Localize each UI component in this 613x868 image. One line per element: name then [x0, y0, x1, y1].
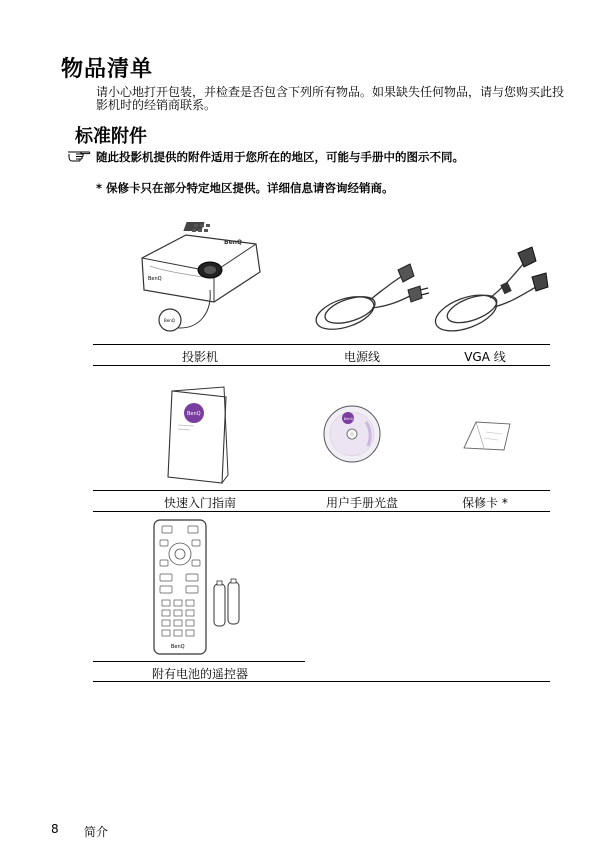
row-rule [93, 490, 550, 491]
item-label-vga-cable: VGA 线 [464, 350, 506, 364]
page-number: 8 [51, 822, 59, 836]
vga-cable-icon [428, 243, 553, 338]
item-label-quick-start-guide: 快速入门指南 [163, 496, 236, 510]
svg-text:BenQ: BenQ [224, 239, 243, 246]
warranty-card-icon [462, 418, 512, 452]
item-label-power-cord: 电源线 [343, 350, 380, 364]
power-cord-icon [310, 258, 435, 338]
item-label-projector: 投影机 [181, 350, 218, 364]
svg-text:BenQ: BenQ [164, 318, 175, 323]
row-rule [93, 681, 550, 682]
row-rule [93, 365, 550, 366]
row-rule [93, 344, 550, 345]
row-rule [93, 661, 305, 662]
quick-start-guide-icon [164, 385, 234, 485]
svg-text:BenQ: BenQ [187, 411, 201, 417]
note-text: 随此投影机提供的附件适用于您所在的地区，可能与手册中的图示不同。 [96, 150, 464, 164]
pointing-hand-icon [67, 148, 91, 162]
user-manual-cd-icon [322, 404, 382, 464]
section-name: 简介 [84, 825, 109, 839]
svg-text:BenQ: BenQ [344, 417, 354, 421]
item-label-user-manual-cd: 用户手册光盘 [325, 496, 398, 510]
svg-text:BenQ: BenQ [171, 644, 185, 650]
section-title: 标准附件 [75, 126, 147, 147]
item-label-remote-control: 附有电池的遥控器 [151, 667, 248, 681]
svg-text:BenQ: BenQ [148, 276, 162, 282]
item-label-warranty-card: 保修卡 * [462, 496, 508, 510]
remote-control-icon [150, 518, 242, 658]
projector-icon [136, 210, 266, 340]
page-title: 物品清单 [61, 57, 154, 82]
warranty-note: * 保修卡只在部分特定地区提供。详细信息请咨询经销商。 [96, 181, 394, 195]
intro-paragraph: 请小心地打开包装，并检查是否包含下列所有物品。如果缺失任何物品，请与您购买此投影机时的经销商联系。 [96, 85, 565, 112]
row-rule [93, 511, 550, 512]
